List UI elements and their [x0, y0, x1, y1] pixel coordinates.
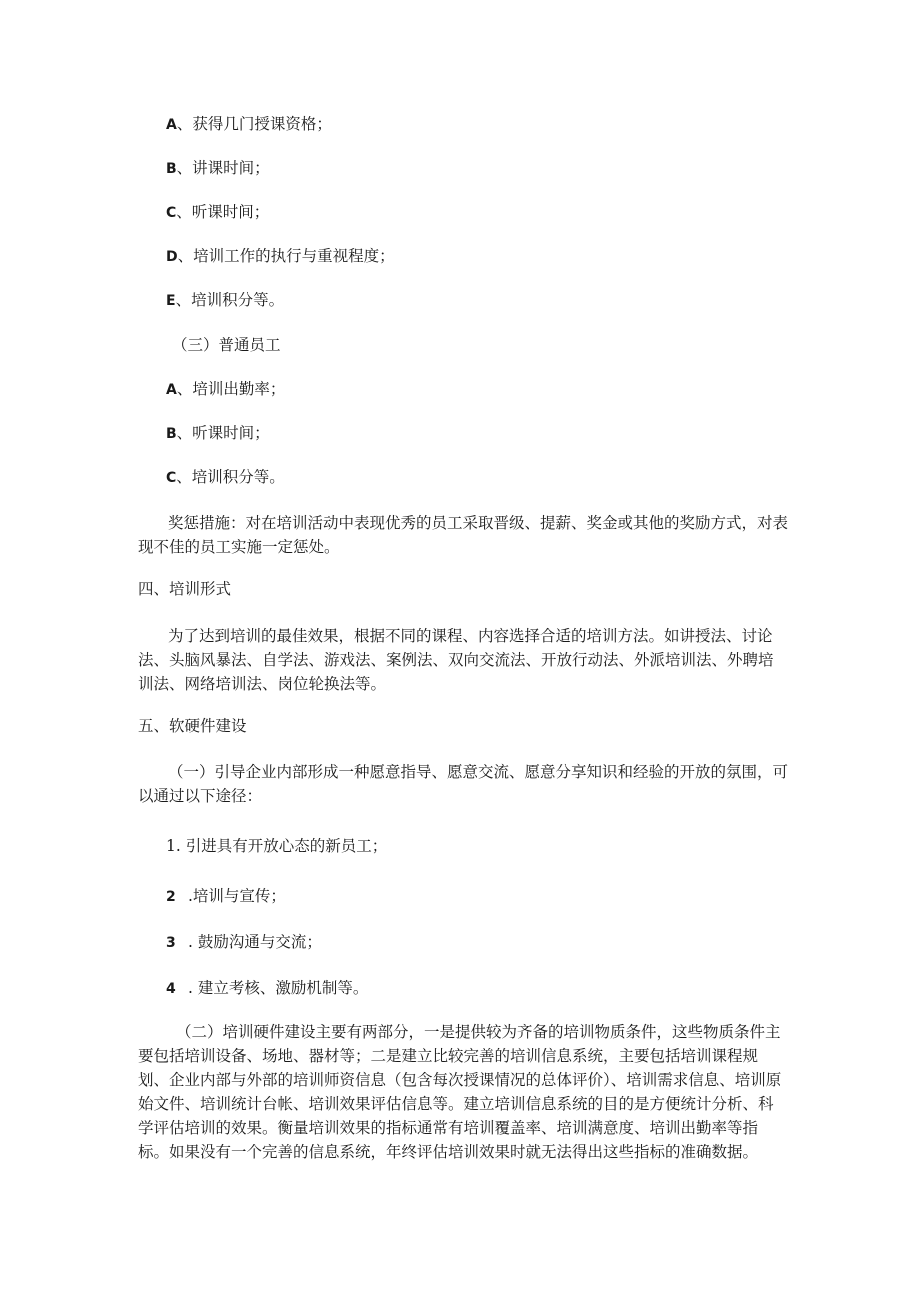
- numbered-item-3: [166, 930, 322, 955]
- numbered-item-number: 4: [166, 981, 176, 997]
- numbered-item-text: .培训与宣传；: [188, 887, 286, 905]
- list-item-a2: [166, 156, 270, 181]
- numbered-item-text: . 建立考核、激励机制等。: [188, 979, 369, 997]
- list-marker: D: [166, 249, 178, 265]
- list-item-b1: [166, 377, 285, 402]
- numbered-item-number: 2: [166, 889, 176, 905]
- list-marker: B: [166, 161, 177, 177]
- list-item-b3: [166, 465, 285, 490]
- list-text: 、获得几门授课资格；: [176, 115, 332, 133]
- numbered-item-2: [166, 884, 286, 909]
- subsection-2-paragraph: （二）培训硬件建设主要有两部分，一是提供较为齐备的培训物质条件，这些物质条件主要包括培训设备、场地、器材等；二是建立比较完善的培训信息系统，主要包括培训课程规划、企业内部与外部的培训师资信息（包含每次授课情况的总体评价）、培训需求信息、培训原始文件、培训统计台帐、培训效果评估信息等。建立培训信息系统的目的是方便统计分析、科学评估培训的效果。衡量培训效果的指标通常有培训覆盖率、培训满意度、培训出勤率等指标。如果没有一个完善的信息系统，年终评估培训效果时就无法得出这些指标的准确数据。: [138, 1023, 782, 1161]
- numbered-item-1: [166, 834, 387, 858]
- numbered-item-4: [166, 976, 368, 1001]
- subsection-1-paragraph: （一）引导企业内部形成一种愿意指导、愿意交流、愿意分享知识和经验的开放的氛围，可以通过以下途径：: [138, 763, 789, 805]
- list-text: 、培训出勤率；: [176, 380, 286, 398]
- list-marker: C: [166, 205, 177, 221]
- list-item-b2: [166, 421, 270, 446]
- numbered-item-text: 1. 引进具有开放心态的新员工；: [166, 837, 388, 855]
- list-item-a3: [166, 200, 269, 225]
- list-text: 、听课时间；: [176, 424, 270, 442]
- list-text: 、培训积分等。: [176, 468, 285, 486]
- list-text: 、听课时间；: [176, 203, 270, 221]
- section-5-heading: 五、软硬件建设: [138, 717, 247, 735]
- list-text: 、培训工作的执行与重视程度；: [177, 247, 395, 265]
- section-4-heading: 四、培训形式: [138, 580, 232, 598]
- list-marker: A: [166, 382, 177, 398]
- section-4-paragraph: 为了达到培训的最佳效果，根据不同的课程、内容选择合适的培训方法。如讲授法、讨论法、头脑风暴法、自学法、游戏法、案例法、双向交流法、开放行动法、外派培训法、外聘培训法、网络培训法、岗位轮换法等。: [138, 627, 774, 693]
- list-text: 、讲课时间；: [176, 159, 270, 177]
- list-marker: A: [166, 117, 177, 133]
- numbered-item-text: . 鼓励沟通与交流；: [188, 933, 322, 951]
- list-item-a5: [166, 288, 284, 313]
- rewards-paragraph: 奖惩措施：对在培训活动中表现优秀的员工采取晋级、提薪、奖金或其他的奖励方式，对表现不佳的员工实施一定惩处。: [138, 514, 789, 556]
- list-text: 、培训积分等。: [175, 291, 285, 309]
- list-item-a1: [166, 112, 332, 137]
- subheading-regular-staff: （三）普通员工: [172, 336, 281, 354]
- list-item-a4: [166, 244, 395, 269]
- list-marker: B: [166, 426, 177, 442]
- numbered-item-number: 3: [166, 935, 176, 951]
- list-marker: C: [166, 470, 177, 486]
- list-marker: E: [166, 293, 176, 309]
